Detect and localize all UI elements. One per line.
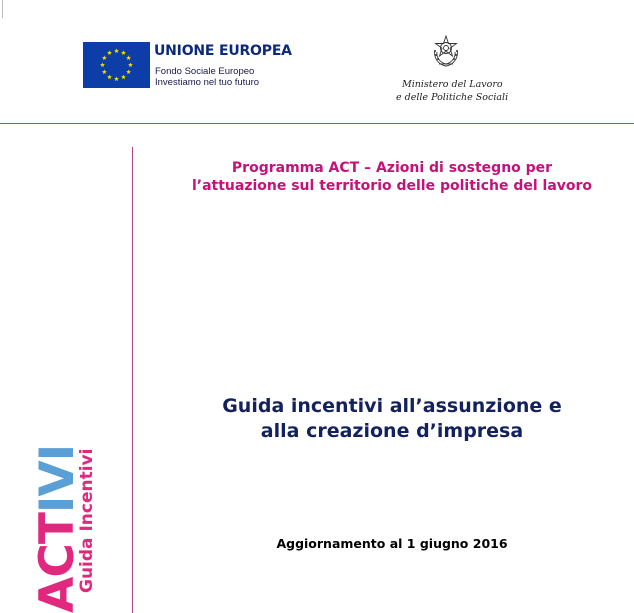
horizontal-divider: [0, 123, 634, 124]
eu-subtitle-fund: Fondo Sociale Europeo: [155, 66, 255, 77]
programme-line-2: l’attuazione sul territorio delle politiche del lavoro: [191, 178, 593, 194]
activi-subtitle: Guida Incentivi: [77, 448, 97, 593]
ministry-name-line1: Ministero del Lavoro: [402, 79, 503, 90]
document-title-line-2: alla creazione d’impresa: [260, 420, 524, 442]
eu-flag-icon: [83, 42, 150, 88]
programme-heading: [150, 159, 634, 195]
activi-wordmark-part2: IVI: [30, 444, 85, 514]
ministry-logo: [388, 34, 518, 106]
activi-wordmark: [30, 444, 85, 613]
activi-wordmark-part1: ACT: [30, 513, 85, 613]
update-date: Aggiornamento al 1 giugno 2016: [276, 536, 508, 551]
activi-logotype: [30, 403, 113, 613]
eu-logo: [83, 42, 363, 88]
document-title-line-1: Guida incentivi all’assunzione e: [222, 395, 562, 417]
programme-line-1: Programma ACT – Azioni di sostegno per: [231, 160, 553, 176]
ministry-name-line2: e delle Politiche Sociali: [396, 92, 509, 103]
top-left-divider: [2, 0, 3, 18]
italian-republic-emblem-icon: [431, 34, 461, 68]
document-title: [150, 394, 634, 444]
vertical-divider: [132, 147, 133, 613]
eu-title: UNIONE EUROPEA: [154, 43, 292, 59]
eu-subtitle-motto: Investiamo nel tuo futuro: [155, 77, 260, 88]
